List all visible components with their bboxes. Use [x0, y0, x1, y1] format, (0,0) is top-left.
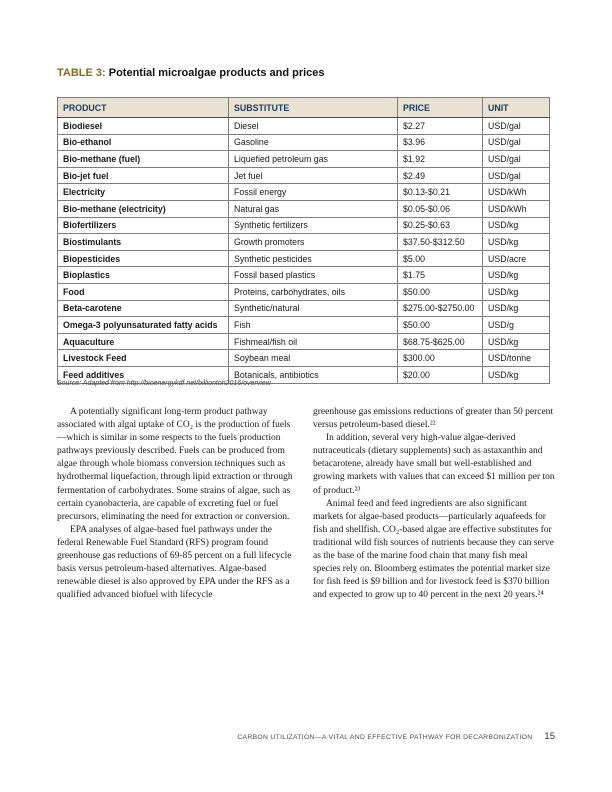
- column-header-price: PRICE: [398, 98, 483, 118]
- table-cell-unit: USD/kWh: [483, 184, 550, 201]
- table-header-row: [58, 98, 550, 118]
- table-cell-unit: USD/kg: [483, 333, 550, 350]
- table-cell-substitute: Liquefied petroleum gas: [229, 151, 398, 168]
- body-text: [57, 406, 556, 602]
- table-cell-product: Biostimulants: [58, 234, 229, 251]
- table-cell-unit: USD/kg: [483, 234, 550, 251]
- table-row: [58, 283, 550, 300]
- table-cell-substitute: Gasoline: [229, 134, 398, 151]
- table-cell-product: Beta-carotene: [58, 300, 229, 317]
- table-cell-unit: USD/acre: [483, 250, 550, 267]
- table-row: [58, 134, 550, 151]
- table-cell-price: $0.25-$0.63: [398, 217, 483, 234]
- table-cell-product: Aquaculture: [58, 333, 229, 350]
- table-row: [58, 333, 550, 350]
- table-cell-price: $0.13-$0.21: [398, 184, 483, 201]
- column-header-product: PRODUCT: [58, 98, 229, 118]
- table-cell-price: $300.00: [398, 350, 483, 367]
- table-cell-product: Food: [58, 283, 229, 300]
- table-cell-unit: USD/gal: [483, 151, 550, 168]
- table-cell-product: Biofertilizers: [58, 217, 229, 234]
- table-cell-price: $20.00: [398, 366, 483, 383]
- table-cell-substitute: Fossil based plastics: [229, 267, 398, 284]
- table-cell-substitute: Synthetic fertilizers: [229, 217, 398, 234]
- table-row: [58, 151, 550, 168]
- table-cell-substitute: Fish: [229, 317, 398, 334]
- table-cell-substitute: Growth promoters: [229, 234, 398, 251]
- table-title-label: TABLE 3:: [57, 67, 106, 79]
- table-row: [58, 118, 550, 135]
- table-cell-product: Bio-ethanol: [58, 134, 229, 151]
- table-cell-price: $1.92: [398, 151, 483, 168]
- column-header-substitute: SUBSTITUTE: [229, 98, 398, 118]
- table-cell-substitute: Jet fuel: [229, 167, 398, 184]
- table-cell-price: $5.00: [398, 250, 483, 267]
- table-row: [58, 350, 550, 367]
- column-header-unit: UNIT: [483, 98, 550, 118]
- table-row: [58, 167, 550, 184]
- table-cell-unit: USD/gal: [483, 118, 550, 135]
- table-row: [58, 200, 550, 217]
- table-cell-product: Biodiesel: [58, 118, 229, 135]
- table-title-text: Potential microalgae products and prices: [105, 67, 325, 79]
- table-row: [58, 234, 550, 251]
- table-cell-product: Bio-jet fuel: [58, 167, 229, 184]
- body-column-right: [313, 406, 555, 602]
- table-cell-product: Bio-methane (fuel): [58, 151, 229, 168]
- table-cell-product: Livestock Feed: [58, 350, 229, 367]
- table-row: [58, 184, 550, 201]
- table-cell-unit: USD/kg: [483, 283, 550, 300]
- table-cell-substitute: Diesel: [229, 118, 398, 135]
- table-cell-price: $50.00: [398, 317, 483, 334]
- table-cell-product: Feed additives: [58, 366, 229, 383]
- table-cell-price: $37.50-$312.50: [398, 234, 483, 251]
- table-cell-unit: USD/gal: [483, 134, 550, 151]
- page-number: 15: [544, 731, 555, 742]
- table-cell-product: Omega-3 polyunsaturated fatty acids: [58, 317, 229, 334]
- table-cell-substitute: Botanicals, antibiotics: [229, 366, 398, 383]
- table-cell-unit: USD/gal: [483, 167, 550, 184]
- body-column-left: [57, 406, 299, 602]
- table-cell-unit: USD/g: [483, 317, 550, 334]
- table-row: [58, 217, 550, 234]
- table-cell-unit: USD/kg: [483, 366, 550, 383]
- table-cell-price: $50.00: [398, 283, 483, 300]
- table-cell-price: $0.05-$0.06: [398, 200, 483, 217]
- paragraph: In addition, several very high-value algae-derived nutraceuticals (dietary supplements) such as astaxanthin and betacarotene, already have small but well-established and growing markets with values that can exceed $1 million per ton of product.²³: [313, 433, 555, 496]
- table-cell-product: Bio-methane (electricity): [58, 200, 229, 217]
- paragraph: Animal feed and feed ingredients are also significant markets for algae-based products—particularly aquafeeds for fish and shellfish. CO₂-based algae are effective substitutes for traditional wild fish sources of nutrients because they can serve as the base of the marine food chain that many fish meal species rely on. Bloomberg estimates the potential market size for fish feed is $9 billion and for livestock feed is $370 billion and expected to grow up to 40 percent in the next 20 years.²⁴: [313, 498, 554, 601]
- table-title: [57, 66, 555, 80]
- table-cell-unit: USD/kg: [483, 267, 550, 284]
- table-row: [58, 250, 550, 267]
- table-cell-unit: USD/kWh: [483, 200, 550, 217]
- table-cell-price: $3.96: [398, 134, 483, 151]
- page-footer: [237, 731, 555, 742]
- table-cell-substitute: Proteins, carbohydrates, oils: [229, 283, 398, 300]
- table-row: [58, 267, 550, 284]
- table-cell-substitute: Fossil energy: [229, 184, 398, 201]
- table-cell-unit: USD/tonne: [483, 350, 550, 367]
- table-cell-unit: USD/kg: [483, 217, 550, 234]
- table-cell-unit: USD/kg: [483, 300, 550, 317]
- table-cell-product: Electricity: [58, 184, 229, 201]
- table-row: [58, 300, 550, 317]
- table-cell-substitute: Synthetic/natural: [229, 300, 398, 317]
- paragraph: EPA analyses of algae-based fuel pathways under the federal Renewable Fuel Standard (RFS) program found greenhouse gas reductions of 69-85 percent on a full lifecycle basis versus petroleum-based alternatives. Algae-based renewable diesel is also approved by EPA under the RFS as a qualified advanced biofuel with lifecycle: [57, 524, 292, 601]
- table-cell-product: Bioplastics: [58, 267, 229, 284]
- table-source-note: Source: Adapted from http://bioenergykdf.net/billionton2016/overview: [57, 380, 271, 387]
- table-cell-substitute: Natural gas: [229, 200, 398, 217]
- table-cell-price: $275.00-$2750.00: [398, 300, 483, 317]
- products-prices-table: [57, 97, 550, 384]
- table-cell-price: $1.75: [398, 267, 483, 284]
- table-row: [58, 317, 550, 334]
- table-cell-substitute: Fishmeal/fish oil: [229, 333, 398, 350]
- table-cell-price: $68.75-$625.00: [398, 333, 483, 350]
- table-cell-substitute: Soybean meal: [229, 350, 398, 367]
- table-cell-price: $2.27: [398, 118, 483, 135]
- table-cell-price: $2.49: [398, 167, 483, 184]
- table-cell-substitute: Synthetic pesticides: [229, 250, 398, 267]
- table-cell-product: Biopesticides: [58, 250, 229, 267]
- paragraph: A potentially significant long-term product pathway associated with algal uptake of CO₂ is the production of fuels—which is similar in some respects to the fuels production pathways previously described. Fuels can be produced from algae through whole biomass conversion techniques such as hydrothermal liquefaction, through lipid extraction or through fermentation of carbohydrates. Some strains of algae, such as certain cyanobacteria, are capable of excreting fuel or fuel precursors, eliminating the need for extraction or conversion.: [57, 407, 293, 522]
- paragraph: greenhouse gas emissions reductions of greater than 50 percent versus petroleum-based diesel.²²: [313, 407, 554, 431]
- running-title: CARBON UTILIZATION—A VITAL AND EFFECTIVE PATHWAY FOR DECARBONIZATION: [237, 734, 533, 741]
